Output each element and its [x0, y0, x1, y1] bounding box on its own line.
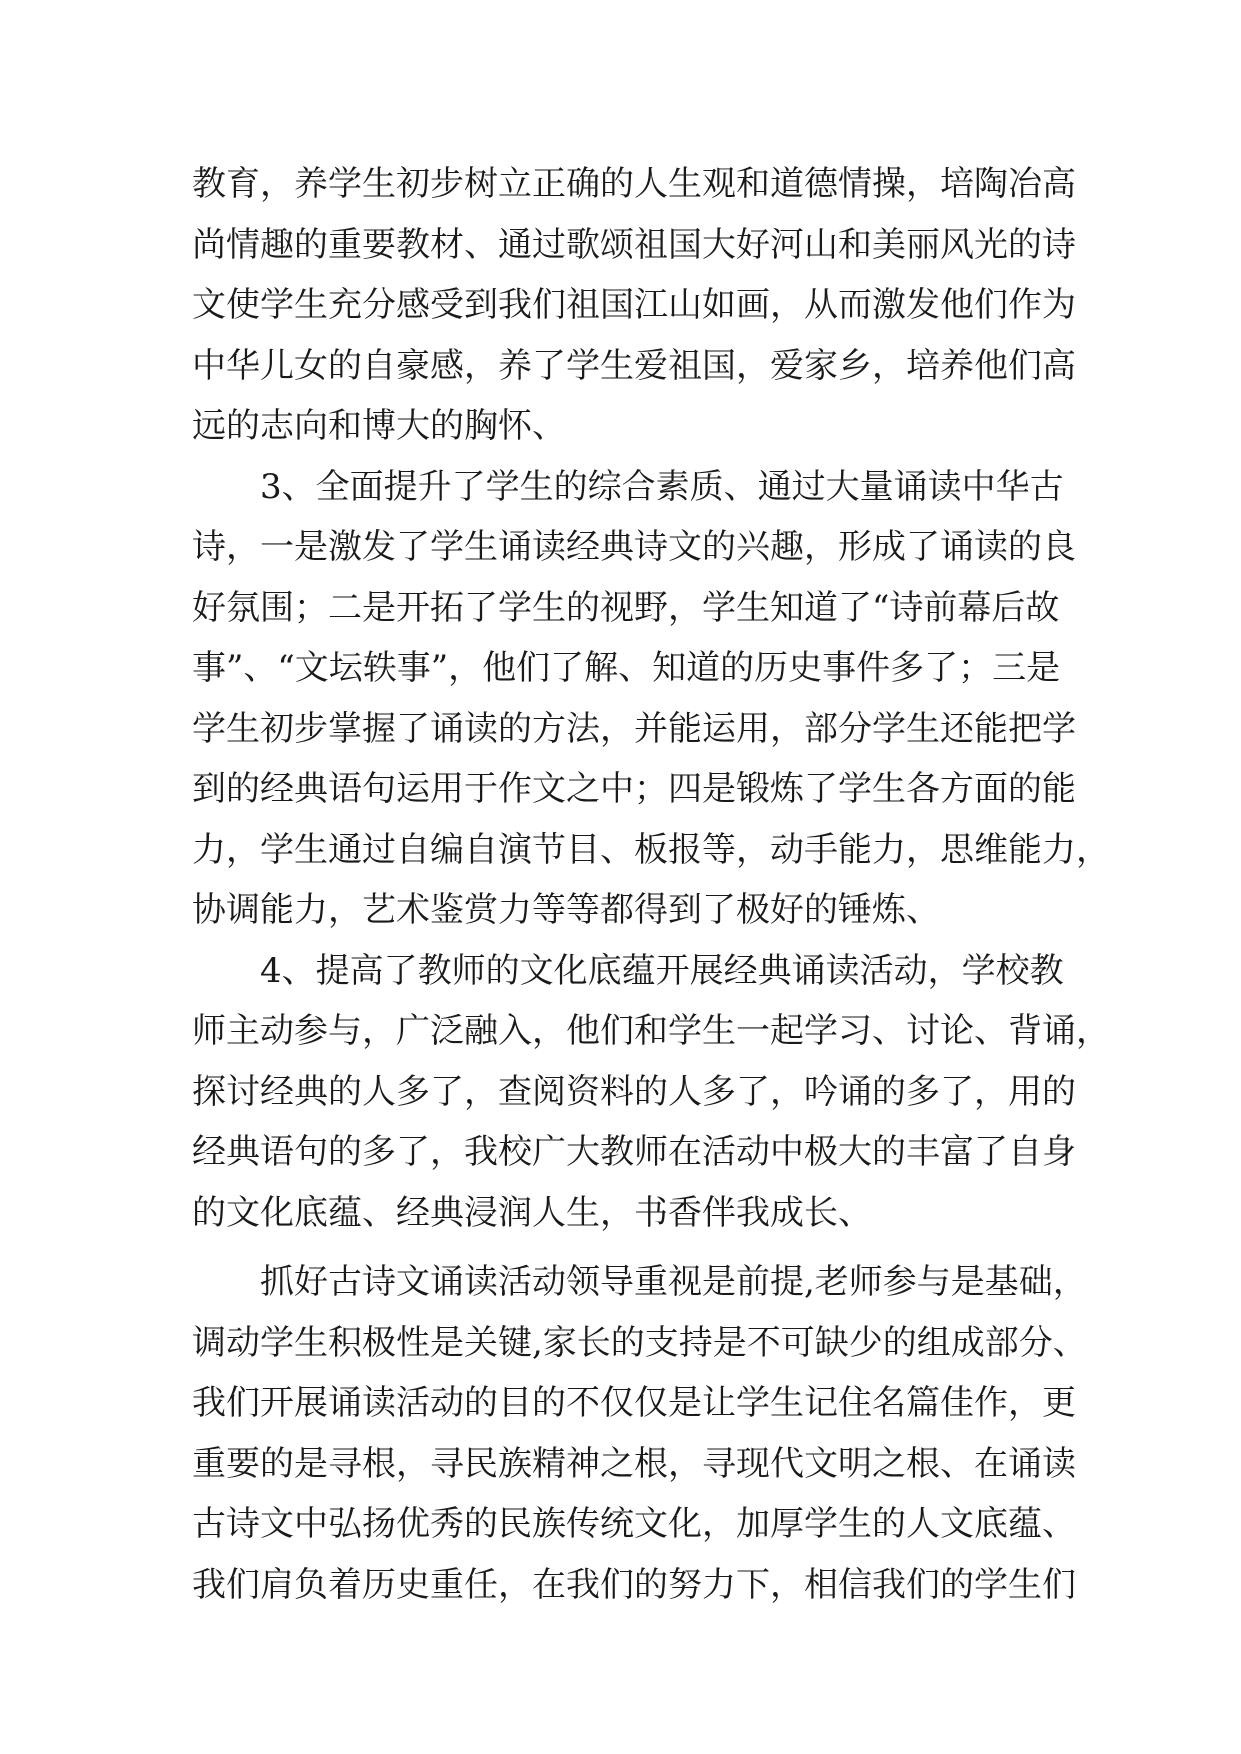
- text-line: 古诗文中弘扬优秀的民族传统文化，加厚学生的人文底蕴、: [192, 1504, 1076, 1544]
- text-line: 教育，养学生初步树立正确的人生观和道德情操，培陶冶高: [192, 164, 1076, 204]
- paragraph-start-line: 3、全面提升了学生的综合素质、通过大量诵读中华古: [260, 466, 1064, 507]
- text-line: 学生初步掌握了诵读的方法，并能运用，部分学生还能把学: [192, 708, 1076, 749]
- text-line: 重要的是寻根，寻民族精神之根，寻现代文明之根、在诵读: [192, 1443, 1076, 1484]
- text-line: 中华儿女的自豪感，养了学生爱祖国，爱家乡，培养他们高: [192, 345, 1076, 386]
- text-line: 调动学生积极性是关键,家长的支持是不可缺少的组成部分、: [192, 1322, 1087, 1363]
- text-line: 经典语句的多了，我校广大教师在活动中极大的丰富了自身: [192, 1132, 1076, 1172]
- text-line: 好氛围；二是开拓了学生的视野，学生知道了“诗前幕后故: [192, 587, 1060, 628]
- text-line: 力，学生通过自编自演节目、板报等，动手能力，思维能力，: [192, 829, 1110, 870]
- text-line: 师主动参与，广泛融入，他们和学生一起学习、讨论、背诵，: [192, 1011, 1110, 1051]
- text-line: 到的经典语句运用于作文之中；四是锻炼了学生各方面的能: [192, 769, 1076, 809]
- body-text: [192, 154, 1110, 1615]
- text-line: 事”、“文坛轶事”，他们了解、知道的历史事件多了；三是: [192, 648, 1061, 688]
- text-line: 我们开展诵读活动的目的不仅仅是让学生记住名篇佳作，更: [192, 1383, 1076, 1423]
- text-line: 协调能力，艺术鉴赏力等等都得到了极好的锤炼、: [192, 890, 940, 930]
- text-line: 的文化底蕴、经典浸润人生，书香伴我成长、: [192, 1192, 872, 1233]
- text-line: 我们肩负着历史重任，在我们的努力下，相信我们的学生们: [192, 1564, 1076, 1605]
- text-line: 尚情趣的重要教材、通过歌颂祖国大好河山和美丽风光的诗: [192, 224, 1076, 265]
- text-line: 文使学生充分感受到我们祖国江山如画，从而激发他们作为: [192, 285, 1076, 325]
- text-line: 探讨经典的人多了，查阅资料的人多了，吟诵的多了，用的: [192, 1071, 1076, 1112]
- paragraph-start-line: 抓好古诗文诵读活动领导重视是前提,老师参与是基础，: [260, 1262, 1087, 1302]
- text-line: 远的志向和博大的胸怀、: [192, 406, 566, 446]
- text-line: 诗，一是激发了学生诵读经典诗文的兴趣，形成了诵读的良: [192, 527, 1076, 567]
- paragraph-start-line: 4、提高了教师的文化底蕴开展经典诵读活动，学校教: [260, 950, 1064, 991]
